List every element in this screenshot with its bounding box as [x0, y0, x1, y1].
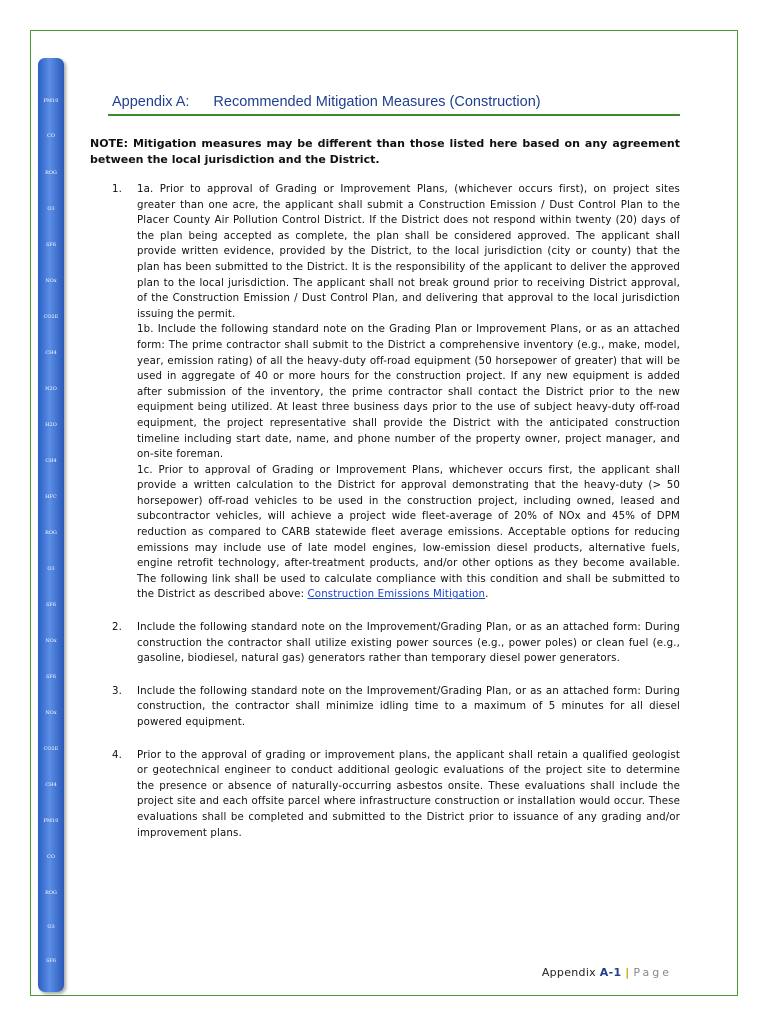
- sidebar-label: NOx: [45, 638, 57, 644]
- sidebar-label: SF6: [45, 602, 57, 608]
- sidebar-label: PM10: [43, 98, 59, 104]
- item-text: Prior to the approval of grading or improvement plans, the applicant shall retain a qualified geologist or geotechnical engineer to conduct additional geologic evaluations of the project site to determine the presence or absence of naturally-occurring asbestos onsite. These evaluations shall include the project site and each offsite parcel where infrastructure construction or installation would occur. These evaluations shall be completed and submitted to the District prior to issuance of any grading and/or improvement plans.: [137, 749, 680, 839]
- sidebar-label: SF6: [45, 958, 57, 964]
- page-footer: [542, 966, 672, 979]
- sidebar-label: HFC: [45, 494, 57, 500]
- title-divider: [108, 114, 680, 116]
- paragraph-1c-end: .: [485, 589, 489, 601]
- list-item: [112, 684, 680, 731]
- footer-label: Appendix: [541, 966, 596, 979]
- item-number: 2.: [112, 622, 123, 634]
- sidebar-label: O3: [47, 566, 55, 572]
- sidebar-label: CO2E: [43, 314, 59, 320]
- decorative-sidebar: [38, 58, 64, 992]
- item-text: Include the following standard note on the Improvement/Grading Plan, or as an attached form: During construction the contractor shall utilize existing power sources (e.g., power poles) or clean fuel (e.g., gasoline, biodiesel, natural gas) generators rather than temporary diesel power generators.: [137, 622, 680, 665]
- page-title: [112, 94, 680, 110]
- sidebar-label: CH4: [45, 350, 57, 356]
- sidebar-label: H2O: [45, 422, 57, 428]
- page-number: A-1: [599, 966, 622, 979]
- construction-emissions-link[interactable]: Construction Emissions Mitigation: [307, 589, 486, 601]
- item-text: Include the following standard note on the Improvement/Grading Plan, or as an attached form: During construction, the contractor shall minimize idling time to a maximum of 5 minutes for all diesel powered equipment.: [137, 685, 680, 728]
- paragraph-1b: 1b. Include the following standard note on the Grading Plan or Improvement Plans, or as an attached form: The prime contractor shall submit to the District a comprehensive inventory (e.g., make, model, year, emission rating) of all the heavy-duty off-road equipment (50 horsepower of greater) that will be used in aggregate of 40 or more hours for the construction project. If any new equipment is added after submission of the inventory, the prime contractor shall contact the District prior to the new equipment being utilized. At least three business days prior to the use of subject heavy-duty off-road equipment, the project representative shall provide the District with the anticipated construction timeline including start date, name, and phone number of the property owner, project manager, and on-site foreman.: [137, 324, 680, 461]
- list-item: [112, 620, 680, 667]
- sidebar-label: SF6: [45, 242, 57, 248]
- sidebar-label: CO: [47, 854, 55, 860]
- footer-separator: |: [625, 966, 630, 979]
- paragraph-1c-text: 1c. Prior to approval of Grading or Improvement Plans, whichever occurs first, the applicant shall provide a written calculation to the District for approval demonstrating that the heavy-duty (> 50 horsepower) off-road vehicles to be used in the construction project, including owned, leased and subcontractor vehicles, will achieve a project wide fleet-average of 20% of NOx and 45% of DPM reduction as compared to CARB statewide fleet average emissions. Acceptable options for reducing emissions may include use of late model engines, low-emission diesel products, alternative fuels, engine retrofit technology, after-treatment products, and/or other options as they become available. The following link shall be used to calculate compliance with this condition and shall be submitted to the District as described above:: [137, 464, 680, 601]
- sidebar-label: ROG: [45, 530, 57, 536]
- sidebar-label: SF6: [45, 674, 57, 680]
- sidebar-label: O3: [47, 206, 55, 212]
- list-item: [112, 748, 680, 842]
- paragraph-1c: [137, 463, 680, 603]
- sidebar-label: PM10: [43, 818, 59, 824]
- mitigation-list: [112, 182, 680, 841]
- item-number: 4.: [112, 749, 123, 761]
- footer-page-word: Page: [633, 966, 672, 979]
- sidebar-label: N2O: [45, 386, 57, 392]
- appendix-label: Appendix A:: [112, 94, 190, 110]
- sidebar-label: CO2E: [43, 746, 59, 752]
- paragraph-1a: 1a. Prior to approval of Grading or Improvement Plans, (whichever occurs first), on project sites greater than one acre, the applicant shall submit a Construction Emission / Dust Control Plan to the Placer County Air Pollution Control District. If the District does not respond within twenty (20) days of the plan being accepted as complete, the plan shall be considered approved. The applicant shall provide written evidence, provided by the District, to the local jurisdiction (city or county) that the plan has been submitted to the District. It is the responsibility of the applicant to deliver the approved plan to the local jurisdiction. The applicant shall not break ground prior to receiving District approval, of the Construction Emission / Dust Control Plan, and delivering that approval to the local jurisdiction issuing the permit.: [137, 184, 680, 320]
- sidebar-label: NOx: [45, 710, 57, 716]
- item-number: 1.: [112, 184, 123, 195]
- sidebar-label: CO: [47, 133, 55, 139]
- sidebar-label: ROG: [45, 170, 57, 176]
- sidebar-label: CH4: [45, 782, 57, 788]
- sidebar-label: CH4: [45, 458, 57, 464]
- sidebar-label: NOx: [45, 278, 57, 284]
- appendix-title: Recommended Mitigation Measures (Construction): [213, 94, 541, 110]
- item-number: 3.: [112, 685, 123, 697]
- sidebar-label: ROG: [45, 890, 57, 896]
- note-paragraph: NOTE: Mitigation measures may be different than those listed here based on any agreement between the local jurisdiction and the District.: [90, 137, 680, 166]
- list-item: [112, 182, 680, 603]
- sidebar-label: O3: [47, 924, 55, 930]
